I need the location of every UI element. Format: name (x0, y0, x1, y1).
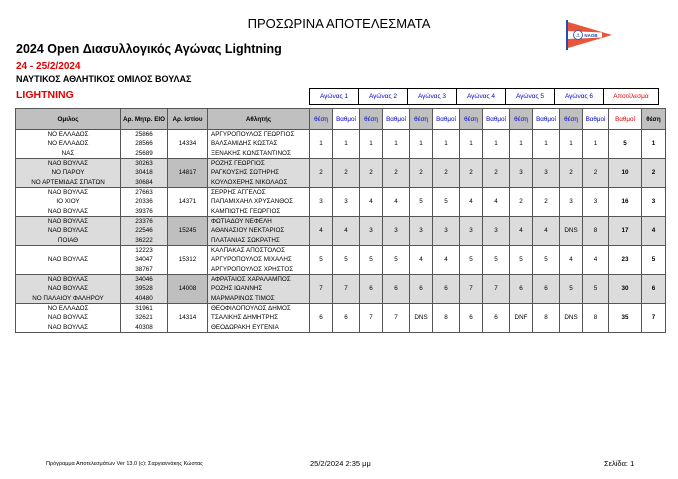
total-points-cell: 10 (609, 159, 642, 188)
race-1-pos-cell: 1 (310, 130, 333, 159)
col-sail: Αρ. Ιστίου (168, 109, 208, 130)
eio-cell (121, 130, 168, 159)
athletes-cell-line: ΑΡΓΥΡΟΠΟΥΛΟΣ ΜΙΧΑΛΗΣ (211, 256, 292, 264)
final-place-cell: 2 (642, 159, 666, 188)
event-name: 2024 Open Διασυλλογικός Αγώνας Lightning (16, 42, 282, 56)
race-4-pos-cell: 3 (460, 217, 483, 246)
eio-cell-line: 32621 (135, 314, 153, 322)
race-4-pts-cell: 7 (483, 275, 510, 304)
race-6-pts-cell: 4 (583, 246, 609, 275)
race-6-pts-cell: 8 (583, 304, 609, 333)
total-points-cell: 16 (609, 188, 642, 217)
race-3-header: Αγώνας 3 (408, 89, 457, 105)
athletes-cell-line: ΒΑΛΣΑΜΙΔΗΣ ΚΩΣΤΑΣ (211, 140, 278, 148)
club-cell-line: ΝΟ ΕΛΛΑΔΟΣ (47, 140, 89, 148)
club-cell-line: ΝΑΟ ΒΟΥΛΑΣ (47, 323, 89, 331)
sail-number-cell: 14371 (168, 188, 208, 217)
race-1-pts-cell: 1 (333, 130, 360, 159)
race-2-pos-cell: 7 (360, 304, 383, 333)
athletes-cell-line: ΚΑΜΠΙΩΤΗΣ ΓΕΩΡΓΙΟΣ (211, 207, 281, 215)
club-cell-line: ΝΑΟ ΒΟΥΛΑΣ (47, 207, 89, 215)
race-5-pos-cell: 4 (510, 217, 533, 246)
race-4-pos-cell: 6 (460, 304, 483, 333)
athletes-cell-line: ΡΟΖΗΣ ΓΕΩΡΓΙΟΣ (211, 160, 265, 168)
eio-cell-line: 40308 (135, 323, 153, 331)
athletes-cell (208, 304, 310, 333)
club-cell-line: ΝΑΟ ΒΟΥΛΑΣ (47, 189, 89, 197)
race-6-pts-cell: 3 (583, 188, 609, 217)
club-cell (16, 130, 121, 159)
final-place-cell: 1 (642, 130, 666, 159)
race-3-pts-cell: 4 (433, 246, 460, 275)
athletes-cell-line: ΚΑΛΠΑΚΑΣ ΑΠΟΣΤΟΛΟΣ (211, 247, 285, 255)
race-6-header: Αγώνας 6 (555, 89, 604, 105)
eio-cell-line: 34046 (135, 276, 153, 284)
race-1-pos-cell: 4 (310, 217, 333, 246)
eio-cell-line: 34047 (135, 256, 153, 264)
final-place-cell: 7 (642, 304, 666, 333)
race-4-pos-cell: 7 (460, 275, 483, 304)
total-points-cell: 30 (609, 275, 642, 304)
eio-cell-line: 36222 (135, 236, 153, 244)
final-place-cell: 5 (642, 246, 666, 275)
race-1-pts-cell: 5 (333, 246, 360, 275)
athletes-cell-line: ΞΕΝΑΚΗΣ ΚΩΝΣΤΑΝΤΙΝΟΣ (211, 149, 291, 157)
athletes-cell-line: ΑΦΡΑΤΑΙΟΣ ΧΑΡΑΛΑΜΠΟΣ (211, 276, 291, 284)
col-r6-pos: θέση (560, 109, 583, 130)
race-2-pos-cell: 6 (360, 275, 383, 304)
total-points-cell: 23 (609, 246, 642, 275)
race-2-pts-cell: 5 (383, 246, 410, 275)
club-cell-line: ΙΟ ΧΙΟΥ (56, 198, 80, 206)
race-6-pos-cell: DNS (560, 304, 583, 333)
race-5-pos-cell: DNF (510, 304, 533, 333)
total-points-cell: 5 (609, 130, 642, 159)
footer-page: Σελίδα: 1 (604, 459, 635, 468)
race-1-pos-cell: 2 (310, 159, 333, 188)
race-3-pos-cell: DNS (410, 304, 433, 333)
club-cell-line: ΝΑΟ ΒΟΥΛΑΣ (47, 218, 89, 226)
eio-cell-line: 30263 (135, 160, 153, 168)
results-body (16, 130, 666, 333)
col-r4-pts: Βαθμοί (483, 109, 510, 130)
final-place-cell: 6 (642, 275, 666, 304)
race-1-pts-cell: 4 (333, 217, 360, 246)
sail-number-cell: 14008 (168, 275, 208, 304)
race-5-pos-cell: 6 (510, 275, 533, 304)
column-header-row (16, 109, 666, 130)
athletes-cell (208, 217, 310, 246)
club-cell (16, 246, 121, 275)
race-2-pts-cell: 3 (383, 217, 410, 246)
race-3-pos-cell: 6 (410, 275, 433, 304)
final-place-cell: 4 (642, 217, 666, 246)
athletes-cell-line: ΑΡΓΥΡΟΠΟΥΛΟΣ ΧΡΗΣΤΟΣ (211, 265, 294, 273)
club-cell-line: ΝΑΟ ΒΟΥΛΑΣ (47, 276, 89, 284)
race-5-pts-cell: 1 (533, 130, 560, 159)
footer-program: Πρόγραμμα Αποτελεσμάτων Ver 13.0 (c): Σαργιαννάκης Κώστας (46, 461, 203, 467)
club-cell-line: ΝΟ ΑΡΤΕΜΙΔΑΣ ΣΠΑΤΩΝ (31, 178, 105, 186)
col-r1-pos: θέση (310, 109, 333, 130)
club-cell-line: ΝΑΟ ΒΟΥΛΑΣ (47, 227, 89, 235)
eio-cell-line: 20336 (135, 198, 153, 206)
svg-text:NAOB: NAOB (584, 33, 598, 38)
athletes-cell-line: ΠΑΠΑΜΙΧΑΗΛ ΧΡΥΣΑΝΘΟΣ (211, 198, 293, 206)
race-5-pts-cell: 5 (533, 246, 560, 275)
race-5-pts-cell: 3 (533, 159, 560, 188)
sail-number-cell: 14334 (168, 130, 208, 159)
club-cell-line: ΝΟ ΕΛΛΑΔΟΣ (47, 131, 89, 139)
race-4-pts-cell: 5 (483, 246, 510, 275)
eio-cell (121, 159, 168, 188)
sail-number-cell: 14314 (168, 304, 208, 333)
race-4-pts-cell: 2 (483, 159, 510, 188)
athletes-cell-line: ΣΕΡΡΗΣ ΑΓΓΕΛΟΣ (211, 189, 266, 197)
race-5-pts-cell: 2 (533, 188, 560, 217)
club-cell-line: ΝΑΣ (61, 149, 75, 157)
eio-cell-line: 38767 (135, 265, 153, 273)
eio-cell (121, 188, 168, 217)
results-table (15, 108, 666, 333)
race-2-pts-cell: 4 (383, 188, 410, 217)
race-6-pos-cell: 5 (560, 275, 583, 304)
eio-cell-line: 28566 (135, 140, 153, 148)
eio-cell (121, 275, 168, 304)
eio-cell-line: 30684 (135, 178, 153, 186)
col-club: Ομιλος (16, 109, 121, 130)
race-1-pts-cell: 2 (333, 159, 360, 188)
race-5-pts-cell: 8 (533, 304, 560, 333)
athletes-cell-line: ΡΟΖΗΣ ΙΩΑΝΝΗΣ (211, 285, 263, 293)
race-5-pos-cell: 2 (510, 188, 533, 217)
race-2-pts-cell: 6 (383, 275, 410, 304)
race-4-pts-cell: 4 (483, 188, 510, 217)
race-1-pos-cell: 7 (310, 275, 333, 304)
race-6-pos-cell: 4 (560, 246, 583, 275)
eio-cell-line: 23376 (135, 218, 153, 226)
race-5-header: Αγώνας 5 (506, 89, 555, 105)
table-row (16, 217, 666, 246)
table-row (16, 275, 666, 304)
athletes-cell (208, 130, 310, 159)
race-2-pts-cell: 7 (383, 304, 410, 333)
race-3-pos-cell: 3 (410, 217, 433, 246)
col-r6-pts: Βαθμοί (583, 109, 609, 130)
col-r1-pts: Βαθμοί (333, 109, 360, 130)
sail-number-cell: 14817 (168, 159, 208, 188)
club-cell-line: ΝΟ ΕΛΛΑΔΟΣ (47, 305, 89, 313)
club-cell-line: ΝΟ ΠΑΡΟΥ (51, 169, 85, 177)
athletes-cell-line: ΤΣΑΛΙΚΗΣ ΔΗΜΗΤΡΗΣ (211, 314, 278, 322)
athletes-cell-line: ΚΟΥΛΟΧΕΡΗΣ ΝΙΚΟΛΑΟΣ (211, 178, 288, 186)
race-2-pts-cell: 1 (383, 130, 410, 159)
race-2-pos-cell: 2 (360, 159, 383, 188)
race-1-pts-cell: 6 (333, 304, 360, 333)
svg-text:⚓: ⚓ (575, 33, 581, 39)
race-5-pos-cell: 3 (510, 159, 533, 188)
club-cell (16, 188, 121, 217)
race-3-pts-cell: 2 (433, 159, 460, 188)
athletes-cell (208, 188, 310, 217)
race-5-pts-cell: 4 (533, 217, 560, 246)
eio-cell-line: 31961 (135, 305, 153, 313)
total-points-cell: 35 (609, 304, 642, 333)
page-title: ΠΡΟΣΩΡΙΝΑ ΑΠΟΤΕΛΕΣΜΑΤΑ (247, 16, 431, 31)
race-header-row (309, 88, 659, 105)
race-4-pts-cell: 3 (483, 217, 510, 246)
race-1-header: Αγώνας 1 (310, 89, 359, 105)
race-4-pts-cell: 1 (483, 130, 510, 159)
athletes-cell (208, 159, 310, 188)
result-header: Αποτέλεσμα (604, 89, 659, 105)
athletes-cell-line: ΑΘΑΝΑΣΙΟΥ ΝΕΚΤΑΡΙΟΣ (211, 227, 285, 235)
race-6-pos-cell: 2 (560, 159, 583, 188)
footer-datetime: 25/2/2024 2:35 μμ (310, 459, 371, 468)
col-r5-pts: Βαθμοί (533, 109, 560, 130)
eio-cell-line: 30418 (135, 169, 153, 177)
col-total-pts: Βαθμοί (609, 109, 642, 130)
race-5-pos-cell: 1 (510, 130, 533, 159)
eio-cell (121, 246, 168, 275)
club-pennant-logo (564, 18, 614, 52)
col-r5-pos: θέση (510, 109, 533, 130)
table-row (16, 188, 666, 217)
sail-number-cell: 15312 (168, 246, 208, 275)
race-6-pts-cell: 5 (583, 275, 609, 304)
final-place-cell: 3 (642, 188, 666, 217)
event-dates: 24 - 25/2/2024 (16, 61, 81, 72)
club-cell-line: ΝΑΟ ΒΟΥΛΑΣ (47, 160, 89, 168)
club-cell-line: ΝΑΟ ΒΟΥΛΑΣ (47, 314, 89, 322)
race-6-pos-cell: DNS (560, 217, 583, 246)
col-athlete: Αθλητής (208, 109, 310, 130)
col-eio: Αρ. Μητρ. ΕΙΟ (121, 109, 168, 130)
eio-cell (121, 304, 168, 333)
race-4-pos-cell: 2 (460, 159, 483, 188)
race-2-pos-cell: 3 (360, 217, 383, 246)
athletes-cell (208, 275, 310, 304)
club-cell-line: ΝΑΟ ΒΟΥΛΑΣ (47, 285, 89, 293)
total-points-cell: 17 (609, 217, 642, 246)
race-4-pos-cell: 4 (460, 188, 483, 217)
race-5-pts-cell: 6 (533, 275, 560, 304)
race-3-pts-cell: 5 (433, 188, 460, 217)
eio-cell-line: 39528 (135, 285, 153, 293)
athletes-cell-line: ΠΛΑΤΑΝΙΑΣ ΣΩΚΡΑΤΗΣ (211, 236, 280, 244)
race-6-pos-cell: 3 (560, 188, 583, 217)
race-3-pos-cell: 2 (410, 159, 433, 188)
race-6-pts-cell: 2 (583, 159, 609, 188)
race-1-pts-cell: 3 (333, 188, 360, 217)
race-2-pos-cell: 5 (360, 246, 383, 275)
club-cell-line: ΝΑΟ ΒΟΥΛΑΣ (47, 256, 89, 264)
club-cell-line: ΠΟΙΑΘ (57, 236, 79, 244)
race-1-pts-cell: 7 (333, 275, 360, 304)
race-2-pos-cell: 1 (360, 130, 383, 159)
eio-cell (121, 217, 168, 246)
athletes-cell-line: ΘΕΟΦΙΛΟΠΟΥΛΟΣ ΔΗΜΟΣ (211, 305, 291, 313)
race-4-pos-cell: 1 (460, 130, 483, 159)
athletes-cell-line: ΘΕΟΔΩΡΑΚΗ ΕΥΓΕΝΙΑ (211, 323, 279, 331)
race-4-pts-cell: 6 (483, 304, 510, 333)
club-cell (16, 217, 121, 246)
athletes-cell-line: ΑΡΓΥΡΟΠΟΥΛΟΣ ΓΕΩΡΓΙΟΣ (211, 131, 295, 139)
col-r3-pts: Βαθμοί (433, 109, 460, 130)
race-2-pts-cell: 2 (383, 159, 410, 188)
eio-cell-line: 27663 (135, 189, 153, 197)
club-cell (16, 275, 121, 304)
table-row (16, 159, 666, 188)
race-4-header: Αγώνας 4 (457, 89, 506, 105)
athletes-cell-line: ΡΑΓΚΟΥΣΗΣ ΣΩΤΗΡΗΣ (211, 169, 280, 177)
table-row (16, 246, 666, 275)
boat-class: LIGHTNING (16, 89, 74, 101)
col-total-pos: θέση (642, 109, 666, 130)
race-6-pts-cell: 1 (583, 130, 609, 159)
col-r2-pts: Βαθμοί (383, 109, 410, 130)
table-row (16, 130, 666, 159)
race-1-pos-cell: 5 (310, 246, 333, 275)
race-3-pts-cell: 6 (433, 275, 460, 304)
race-6-pos-cell: 1 (560, 130, 583, 159)
organizer-club: ΝΑΥΤΙΚΟΣ ΑΘΛΗΤΙΚΟΣ ΟΜΙΛΟΣ ΒΟΥΛΑΣ (16, 74, 192, 84)
athletes-cell (208, 246, 310, 275)
eio-cell-line: 22546 (135, 227, 153, 235)
race-3-pts-cell: 1 (433, 130, 460, 159)
club-cell (16, 159, 121, 188)
race-3-pts-cell: 3 (433, 217, 460, 246)
eio-cell-line: 40480 (135, 294, 153, 302)
col-r4-pos: θέση (460, 109, 483, 130)
club-cell-line: ΝΟ ΠΑΛΑΙΟΥ ΦΑΛΗΡΟΥ (32, 294, 104, 302)
eio-cell-line: 25689 (135, 149, 153, 157)
race-2-pos-cell: 4 (360, 188, 383, 217)
eio-cell-line: 39376 (135, 207, 153, 215)
race-4-pos-cell: 5 (460, 246, 483, 275)
race-3-pos-cell: 1 (410, 130, 433, 159)
race-1-pos-cell: 6 (310, 304, 333, 333)
eio-cell-line: 12223 (135, 247, 153, 255)
club-cell (16, 304, 121, 333)
race-3-pos-cell: 4 (410, 246, 433, 275)
sail-number-cell: 15245 (168, 217, 208, 246)
col-r2-pos: θέση (360, 109, 383, 130)
athletes-cell-line: ΦΩΤΙΑΔΟΥ ΝΕΦΕΛΗ (211, 218, 272, 226)
race-3-pos-cell: 5 (410, 188, 433, 217)
table-row (16, 304, 666, 333)
athletes-cell-line: ΜΑΡΜΑΡΙΝΟΣ ΤΙΜΟΣ (211, 294, 275, 302)
race-5-pos-cell: 5 (510, 246, 533, 275)
race-2-header: Αγώνας 2 (359, 89, 408, 105)
race-1-pos-cell: 3 (310, 188, 333, 217)
race-3-pts-cell: 8 (433, 304, 460, 333)
race-6-pts-cell: 8 (583, 217, 609, 246)
eio-cell-line: 25866 (135, 131, 153, 139)
col-r3-pos: θέση (410, 109, 433, 130)
